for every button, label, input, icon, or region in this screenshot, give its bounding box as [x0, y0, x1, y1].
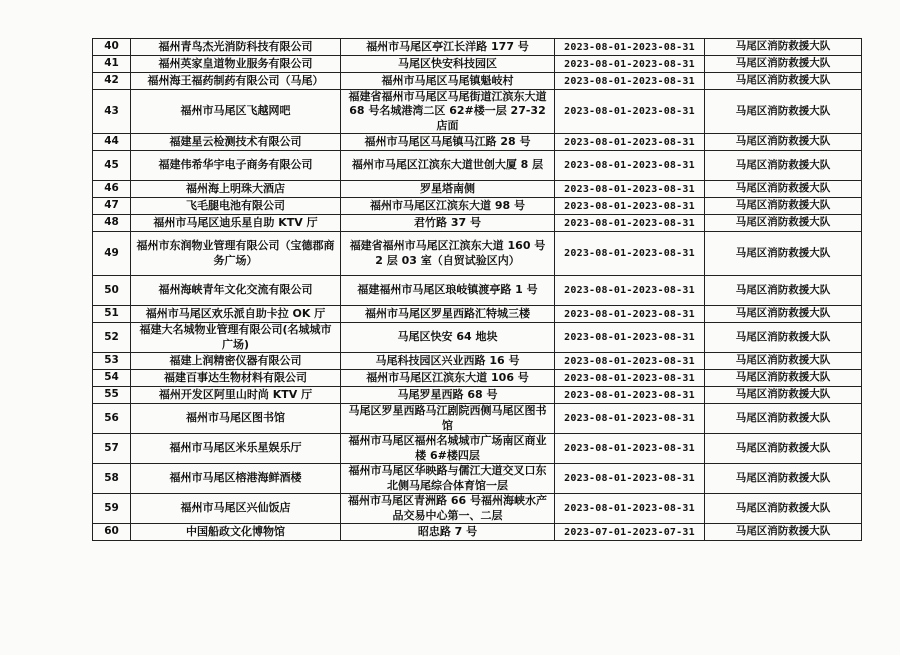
table-row [93, 90, 862, 134]
inspection-period-cell: 2023-08-01-2023-08-31 [555, 306, 705, 323]
table-row [93, 56, 862, 73]
responsible-unit-cell: 马尾区消防救援大队 [705, 353, 862, 370]
responsible-unit-cell: 马尾区消防救援大队 [705, 370, 862, 387]
inspection-period-cell: 2023-08-01-2023-08-31 [555, 151, 705, 181]
address-cell: 福州市马尾区马尾镇魁岐村 [341, 73, 555, 90]
row-number-cell: 49 [93, 232, 131, 276]
row-number-cell: 45 [93, 151, 131, 181]
table-row [93, 494, 862, 524]
inspection-period-cell: 2023-08-01-2023-08-31 [555, 353, 705, 370]
inspection-table [92, 38, 862, 541]
row-number-cell: 46 [93, 181, 131, 198]
inspection-period-cell: 2023-08-01-2023-08-31 [555, 370, 705, 387]
company-name-cell: 福州市马尾区欢乐派自助卡拉 OK 厅 [131, 306, 341, 323]
address-cell: 福州市马尾区亭江长洋路 177 号 [341, 39, 555, 56]
row-number-cell: 41 [93, 56, 131, 73]
table-row [93, 524, 862, 541]
company-name-cell: 福建伟希华宇电子商务有限公司 [131, 151, 341, 181]
company-name-cell: 福建星云检测技术有限公司 [131, 134, 341, 151]
row-number-cell: 57 [93, 434, 131, 464]
row-number-cell: 50 [93, 276, 131, 306]
row-number-cell: 42 [93, 73, 131, 90]
address-cell: 福建省福州市马尾区江滨东大道 160 号 2 层 03 室（自贸试验区内） [341, 232, 555, 276]
row-number-cell: 55 [93, 387, 131, 404]
responsible-unit-cell: 马尾区消防救援大队 [705, 232, 862, 276]
inspection-period-cell: 2023-08-01-2023-08-31 [555, 181, 705, 198]
row-number-cell: 52 [93, 323, 131, 353]
table-row [93, 198, 862, 215]
company-name-cell: 福州市东润物业管理有限公司（宝德郡商务广场） [131, 232, 341, 276]
address-cell: 福州市马尾区江滨东大道 98 号 [341, 198, 555, 215]
table-row [93, 276, 862, 306]
address-cell: 福建省福州市马尾区马尾街道江滨东大道 68 号名城港湾二区 62#楼一层 27-32 店面 [341, 90, 555, 134]
responsible-unit-cell: 马尾区消防救援大队 [705, 323, 862, 353]
responsible-unit-cell: 马尾区消防救援大队 [705, 494, 862, 524]
company-name-cell: 福建大名城物业管理有限公司(名城城市广场) [131, 323, 341, 353]
address-cell: 马尾区快安科技园区 [341, 56, 555, 73]
company-name-cell: 福州海峡青年文化交流有限公司 [131, 276, 341, 306]
company-name-cell: 福州海上明珠大酒店 [131, 181, 341, 198]
table-row [93, 151, 862, 181]
company-name-cell: 福州市马尾区兴仙饭店 [131, 494, 341, 524]
inspection-period-cell: 2023-08-01-2023-08-31 [555, 39, 705, 56]
row-number-cell: 54 [93, 370, 131, 387]
table-row [93, 232, 862, 276]
responsible-unit-cell: 马尾区消防救援大队 [705, 39, 862, 56]
row-number-cell: 44 [93, 134, 131, 151]
inspection-period-cell: 2023-07-01-2023-07-31 [555, 524, 705, 541]
inspection-period-cell: 2023-08-01-2023-08-31 [555, 232, 705, 276]
responsible-unit-cell: 马尾区消防救援大队 [705, 276, 862, 306]
inspection-period-cell: 2023-08-01-2023-08-31 [555, 90, 705, 134]
responsible-unit-cell: 马尾区消防救援大队 [705, 464, 862, 494]
row-number-cell: 60 [93, 524, 131, 541]
table-body [93, 39, 862, 541]
responsible-unit-cell: 马尾区消防救援大队 [705, 90, 862, 134]
row-number-cell: 40 [93, 39, 131, 56]
table-row [93, 39, 862, 56]
row-number-cell: 48 [93, 215, 131, 232]
address-cell: 福州市马尾区罗星西路汇特城三楼 [341, 306, 555, 323]
inspection-period-cell: 2023-08-01-2023-08-31 [555, 464, 705, 494]
table-row [93, 464, 862, 494]
inspection-period-cell: 2023-08-01-2023-08-31 [555, 494, 705, 524]
address-cell: 罗星塔南侧 [341, 181, 555, 198]
company-name-cell: 福州市马尾区榕港海鲜酒楼 [131, 464, 341, 494]
inspection-period-cell: 2023-08-01-2023-08-31 [555, 134, 705, 151]
row-number-cell: 56 [93, 404, 131, 434]
company-name-cell: 飞毛腿电池有限公司 [131, 198, 341, 215]
responsible-unit-cell: 马尾区消防救援大队 [705, 215, 862, 232]
table-row [93, 404, 862, 434]
inspection-period-cell: 2023-08-01-2023-08-31 [555, 276, 705, 306]
inspection-period-cell: 2023-08-01-2023-08-31 [555, 73, 705, 90]
responsible-unit-cell: 马尾区消防救援大队 [705, 73, 862, 90]
company-name-cell: 福建上润精密仪器有限公司 [131, 353, 341, 370]
company-name-cell: 福州青鸟杰光消防科技有限公司 [131, 39, 341, 56]
address-cell: 福州市马尾区华映路与儒江大道交叉口东北侧马尾综合体育馆一层 [341, 464, 555, 494]
table-row [93, 306, 862, 323]
table-row [93, 353, 862, 370]
row-number-cell: 51 [93, 306, 131, 323]
responsible-unit-cell: 马尾区消防救援大队 [705, 151, 862, 181]
company-name-cell: 福州市马尾区图书馆 [131, 404, 341, 434]
company-name-cell: 福州英家皇道物业服务有限公司 [131, 56, 341, 73]
company-name-cell: 福州海王福药制药有限公司（马尾） [131, 73, 341, 90]
inspection-period-cell: 2023-08-01-2023-08-31 [555, 56, 705, 73]
row-number-cell: 58 [93, 464, 131, 494]
company-name-cell: 福州市马尾区飞越网吧 [131, 90, 341, 134]
inspection-period-cell: 2023-08-01-2023-08-31 [555, 434, 705, 464]
inspection-period-cell: 2023-08-01-2023-08-31 [555, 404, 705, 434]
address-cell: 马尾区罗星西路马江剧院西侧马尾区图书馆 [341, 404, 555, 434]
responsible-unit-cell: 马尾区消防救援大队 [705, 387, 862, 404]
responsible-unit-cell: 马尾区消防救援大队 [705, 306, 862, 323]
address-cell: 昭忠路 7 号 [341, 524, 555, 541]
company-name-cell: 福建百事达生物材料有限公司 [131, 370, 341, 387]
table-row [93, 370, 862, 387]
inspection-period-cell: 2023-08-01-2023-08-31 [555, 215, 705, 232]
responsible-unit-cell: 马尾区消防救援大队 [705, 56, 862, 73]
inspection-period-cell: 2023-08-01-2023-08-31 [555, 198, 705, 215]
row-number-cell: 59 [93, 494, 131, 524]
table-row [93, 215, 862, 232]
company-name-cell: 福州市马尾区迪乐星自助 KTV 厅 [131, 215, 341, 232]
address-cell: 福州市马尾区福州名城城市广场南区商业楼 6#楼四层 [341, 434, 555, 464]
address-cell: 福州市马尾区江滨东大道 106 号 [341, 370, 555, 387]
responsible-unit-cell: 马尾区消防救援大队 [705, 524, 862, 541]
table-row [93, 434, 862, 464]
address-cell: 马尾区快安 64 地块 [341, 323, 555, 353]
address-cell: 福州市马尾区青洲路 66 号福州海峡水产品交易中心第一、二层 [341, 494, 555, 524]
row-number-cell: 43 [93, 90, 131, 134]
address-cell: 马尾科技园区兴业西路 16 号 [341, 353, 555, 370]
inspection-period-cell: 2023-08-01-2023-08-31 [555, 387, 705, 404]
address-cell: 福州市马尾区江滨东大道世创大厦 8 层 [341, 151, 555, 181]
table-row [93, 134, 862, 151]
row-number-cell: 47 [93, 198, 131, 215]
table-row [93, 181, 862, 198]
responsible-unit-cell: 马尾区消防救援大队 [705, 434, 862, 464]
responsible-unit-cell: 马尾区消防救援大队 [705, 198, 862, 215]
company-name-cell: 福州市马尾区米乐星娱乐厅 [131, 434, 341, 464]
company-name-cell: 福州开发区阿里山时尚 KTV 厅 [131, 387, 341, 404]
table-row [93, 73, 862, 90]
address-cell: 马尾罗星西路 68 号 [341, 387, 555, 404]
company-name-cell: 中国船政文化博物馆 [131, 524, 341, 541]
responsible-unit-cell: 马尾区消防救援大队 [705, 181, 862, 198]
address-cell: 君竹路 37 号 [341, 215, 555, 232]
responsible-unit-cell: 马尾区消防救援大队 [705, 134, 862, 151]
row-number-cell: 53 [93, 353, 131, 370]
table-row [93, 387, 862, 404]
table-row [93, 323, 862, 353]
address-cell: 福州市马尾区马尾镇马江路 28 号 [341, 134, 555, 151]
responsible-unit-cell: 马尾区消防救援大队 [705, 404, 862, 434]
inspection-period-cell: 2023-08-01-2023-08-31 [555, 323, 705, 353]
address-cell: 福建福州市马尾区琅岐镇渡亭路 1 号 [341, 276, 555, 306]
